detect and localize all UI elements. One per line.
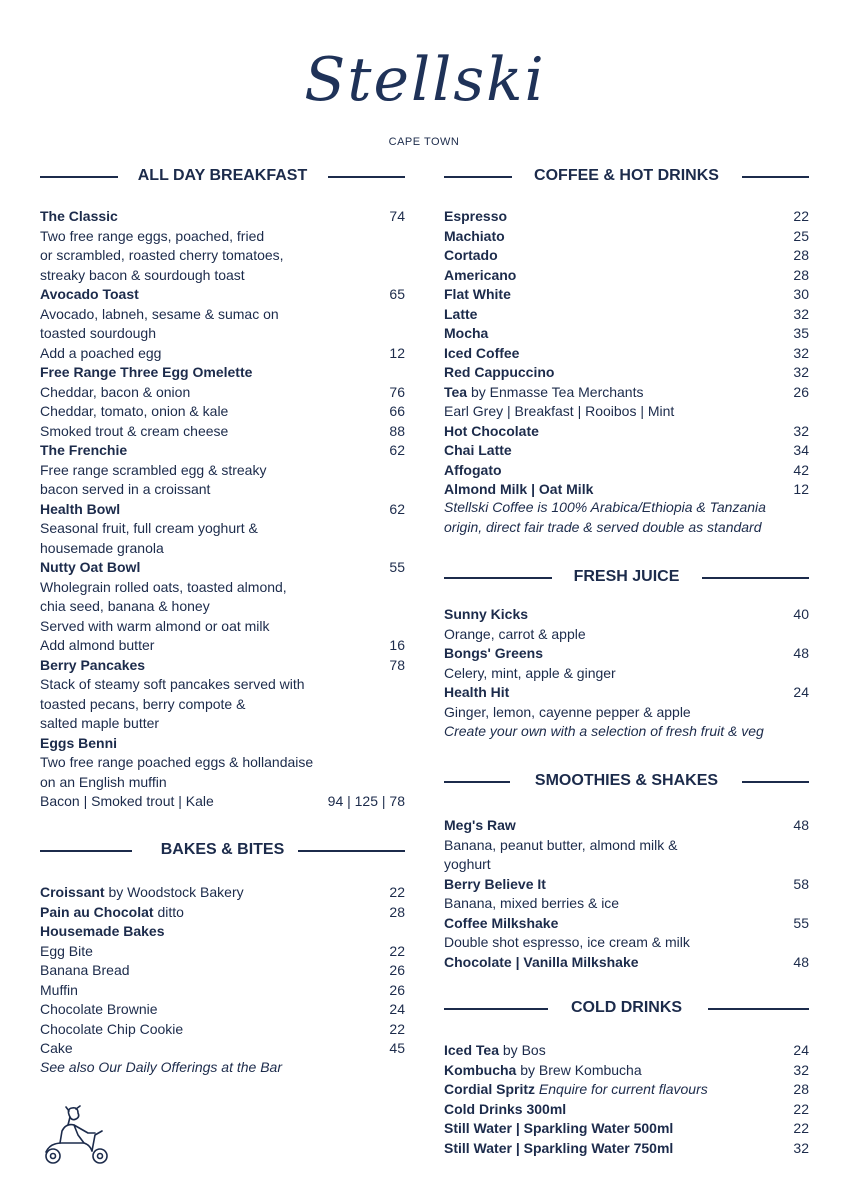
item-price: 65 [389, 286, 405, 302]
juice-note: Create your own with a selection of fresh fruit & veg [444, 723, 764, 739]
scooter-dog-illustration [40, 1105, 112, 1167]
item-name: Still Water | Sparkling Water 500ml [444, 1120, 674, 1136]
item-description: by Brew Kombucha [516, 1061, 642, 1078]
item-price: 66 [389, 403, 405, 419]
menu-item [444, 683, 809, 703]
menu-item [40, 363, 405, 383]
coffee-note-1: Stellski Coffee is 100% Arabica/Ethiopia & Tanzania [444, 499, 766, 515]
menu-item [444, 344, 809, 364]
menu-item [40, 324, 405, 344]
menu-item [444, 285, 809, 305]
logo-wordmark: Stellski [304, 45, 546, 115]
menu-item [40, 675, 405, 695]
menu-item [444, 363, 809, 383]
menu-item [40, 1039, 405, 1059]
item-description: Chocolate Brownie [40, 1001, 158, 1017]
menu-item [444, 1119, 809, 1139]
item-name: Hot Chocolate [444, 422, 539, 439]
item-name: Kombucha [444, 1061, 517, 1078]
menu-item [40, 402, 405, 422]
item-description: Cheddar, tomato, onion & kale [40, 403, 229, 419]
menu-item [444, 480, 809, 500]
menu-item [444, 703, 809, 723]
item-description: Earl Grey | Breakfast | Rooibos | Mint [444, 403, 675, 419]
item-name: The Frenchie [40, 442, 128, 458]
menu-item [40, 519, 405, 539]
menu-item [444, 402, 809, 422]
menu-item [40, 539, 405, 559]
item-price: 22 [389, 942, 405, 959]
item-description: Add almond butter [40, 637, 155, 653]
item-price: 30 [793, 286, 809, 302]
item-name: Almond Milk | Oat Milk [444, 481, 594, 497]
item-price: 32 [793, 1061, 809, 1078]
menu-item [444, 644, 809, 664]
menu-item [444, 836, 809, 856]
menu-item [444, 441, 809, 461]
item-price: 45 [389, 1040, 405, 1056]
menu-item [444, 266, 809, 286]
menu-item [40, 461, 405, 481]
menu-item [40, 753, 405, 773]
item-price: 32 [793, 422, 809, 439]
item-price: 22 [793, 1100, 809, 1117]
menu-item [444, 894, 809, 914]
item-description: Enquire for current flavours [535, 1081, 708, 1097]
item-name: Sunny Kicks [444, 606, 529, 622]
menu-item [40, 422, 405, 442]
item-description: salted maple butter [40, 715, 160, 731]
item-description: chia seed, banana & honey [40, 598, 210, 614]
item-description: on an English muffin [40, 773, 167, 790]
item-price: 76 [389, 383, 405, 400]
menu-item [40, 961, 405, 981]
item-name: Machiato [444, 227, 505, 244]
item-price: 48 [793, 953, 809, 970]
section-title: BAKES & BITES [149, 841, 297, 858]
menu-item [444, 953, 809, 973]
menu-item [40, 344, 405, 364]
item-name: Espresso [444, 208, 508, 224]
item-price: 28 [793, 247, 809, 263]
menu-item [444, 625, 809, 645]
item-description: Free range scrambled egg & streaky [40, 461, 267, 478]
menu-item [40, 597, 405, 617]
item-price: 34 [793, 442, 809, 458]
menu-item [40, 773, 405, 793]
item-name: Affogato [444, 461, 502, 478]
item-price: 22 [389, 884, 405, 900]
item-name: Still Water | Sparkling Water 750ml [444, 1139, 674, 1156]
menu-item [444, 914, 809, 934]
item-description: yoghurt [444, 856, 491, 872]
item-price: 62 [389, 500, 405, 517]
menu-item [40, 500, 405, 520]
menu-item [444, 1041, 809, 1061]
item-price: 74 [389, 208, 405, 224]
menu-item [444, 1100, 809, 1120]
item-name: Chocolate | Vanilla Milkshake [444, 953, 639, 970]
menu-item [40, 266, 405, 286]
item-description: Muffin [40, 981, 78, 998]
item-name: Housemade Bakes [40, 923, 165, 939]
menu-item [40, 480, 405, 500]
item-price: 28 [793, 1081, 809, 1097]
menu-item [444, 816, 809, 836]
city-label: CAPE TOWN [388, 136, 460, 148]
item-description: Add a poached egg [40, 344, 162, 361]
menu-item [40, 285, 405, 305]
menu-item [444, 1080, 809, 1100]
item-price: 24 [793, 684, 809, 700]
item-description: bacon served in a croissant [40, 481, 211, 497]
item-description: Served with warm almond or oat milk [40, 617, 270, 634]
item-description: Ginger, lemon, cayenne pepper & apple [444, 703, 691, 720]
item-name: Chai Latte [444, 442, 512, 458]
item-description: Banana, mixed berries & ice [444, 895, 620, 911]
section-header-coffee [444, 165, 809, 187]
item-name: Red Cappuccino [444, 364, 555, 380]
item-name: Berry Believe It [444, 875, 546, 892]
menu-item [444, 246, 809, 266]
menu-item [444, 664, 809, 684]
item-description: Bacon | Smoked trout | Kale [40, 793, 214, 809]
item-description: toasted pecans, berry compote & [40, 695, 246, 712]
menu-item [40, 383, 405, 403]
item-description: housemade granola [40, 539, 164, 556]
item-price: 62 [389, 442, 405, 458]
menu-item [40, 883, 405, 903]
item-price: 26 [793, 383, 809, 400]
item-description: Cheddar, bacon & onion [40, 383, 191, 400]
menu-item [40, 903, 405, 923]
item-description: Orange, carrot & apple [444, 625, 586, 642]
item-price: 32 [793, 1139, 809, 1156]
section-header-bakes [40, 839, 405, 861]
item-price: 32 [793, 364, 809, 380]
menu-item [444, 855, 809, 875]
item-price: 25 [793, 227, 809, 244]
menu-item [40, 734, 405, 754]
item-description: Stack of steamy soft pancakes served with [40, 676, 305, 692]
item-description: Cake [40, 1040, 73, 1056]
menu-item [40, 617, 405, 637]
menu-item [40, 227, 405, 247]
menu-item [40, 578, 405, 598]
item-name: Eggs Benni [40, 734, 118, 751]
menu-item [40, 207, 405, 227]
item-description: Smoked trout & cream cheese [40, 422, 229, 439]
section-title: COLD DRINKS [559, 999, 694, 1016]
menu-item [444, 324, 809, 344]
item-price: 55 [389, 559, 405, 575]
item-description: Double shot espresso, ice cream & milk [444, 934, 690, 950]
item-name: Mocha [444, 325, 489, 341]
item-description: by Enmasse Tea Merchants [467, 383, 644, 400]
section-title: ALL DAY BREAKFAST [126, 167, 320, 184]
item-description: Banana Bread [40, 962, 130, 978]
item-price: 24 [389, 1001, 405, 1017]
item-name: Avocado Toast [40, 286, 139, 302]
item-name: Iced Tea [444, 1042, 499, 1058]
item-price: 78 [389, 656, 405, 673]
item-price: 94 | 125 | 78 [327, 793, 405, 809]
section-title: COFFEE & HOT DRINKS [522, 167, 731, 184]
menu-item [444, 875, 809, 895]
menu-item [444, 1139, 809, 1159]
menu-item [40, 558, 405, 578]
item-description: by Bos [499, 1042, 546, 1058]
menu-item [40, 922, 405, 942]
menu-item [40, 714, 405, 734]
item-description: Two free range poached eggs & hollandaise [40, 754, 314, 770]
item-name: Iced Coffee [444, 344, 520, 361]
item-description: toasted sourdough [40, 325, 156, 341]
menu-item [40, 305, 405, 325]
item-name: Meg's Raw [444, 817, 516, 833]
item-name: Latte [444, 305, 478, 322]
item-description: Chocolate Chip Cookie [40, 1020, 184, 1037]
item-name: Free Range Three Egg Omelette [40, 364, 253, 380]
menu-item [444, 227, 809, 247]
menu-item [444, 422, 809, 442]
item-price: 22 [793, 1120, 809, 1136]
menu-item [40, 636, 405, 656]
stellski-logo [290, 38, 560, 123]
item-name: Tea [444, 383, 468, 400]
menu-item [40, 981, 405, 1001]
item-description: Wholegrain rolled oats, toasted almond, [40, 578, 287, 595]
section-title: SMOOTHIES & SHAKES [523, 772, 730, 789]
menu-item [40, 695, 405, 715]
item-name: Croissant [40, 884, 105, 900]
menu-item [40, 1020, 405, 1040]
item-price: 28 [793, 266, 809, 283]
item-description: Egg Bite [40, 942, 93, 959]
item-description: or scrambled, roasted cherry tomatoes, [40, 247, 284, 263]
bakes-note: See also Our Daily Offerings at the Bar [40, 1059, 282, 1075]
menu-item [40, 656, 405, 676]
item-name: Health Bowl [40, 500, 121, 517]
section-header-breakfast [40, 165, 405, 187]
coffee-note-2: origin, direct fair trade & served double as standard [444, 519, 762, 535]
item-name: Flat White [444, 286, 511, 302]
section-header-cold [444, 997, 809, 1019]
item-price: 22 [389, 1020, 405, 1037]
item-description: Banana, peanut butter, almond milk & [444, 836, 678, 853]
menu-item [40, 942, 405, 962]
item-price: 28 [389, 903, 405, 920]
item-name: Nutty Oat Bowl [40, 559, 141, 575]
item-description: Avocado, labneh, sesame & sumac on [40, 305, 279, 322]
item-price: 12 [793, 481, 809, 497]
item-price: 55 [793, 914, 809, 931]
item-price: 32 [793, 305, 809, 322]
item-name: Cortado [444, 247, 498, 263]
item-description: Two free range eggs, poached, fried [40, 227, 265, 244]
menu-item [444, 461, 809, 481]
item-description: ditto [153, 903, 184, 920]
item-price: 26 [389, 962, 405, 978]
item-price: 24 [793, 1042, 809, 1058]
section-title: FRESH JUICE [562, 568, 692, 585]
menu-item [444, 305, 809, 325]
item-name: Pain au Chocolat [40, 903, 154, 920]
item-name: Americano [444, 266, 517, 283]
item-description: Seasonal fruit, full cream yoghurt & [40, 520, 258, 536]
menu-item [444, 933, 809, 953]
item-price: 88 [389, 422, 405, 439]
item-name: Berry Pancakes [40, 656, 146, 673]
item-price: 22 [793, 208, 809, 224]
menu-item [444, 383, 809, 403]
item-price: 16 [389, 637, 405, 653]
item-price: 48 [793, 645, 809, 661]
menu-item [444, 605, 809, 625]
item-price: 42 [793, 461, 809, 478]
section-header-smoothies [444, 770, 809, 792]
item-name: Health Hit [444, 684, 510, 700]
item-price: 12 [389, 344, 405, 361]
item-name: Cordial Spritz [444, 1081, 536, 1097]
item-name: The Classic [40, 208, 118, 224]
item-name: Coffee Milkshake [444, 914, 559, 931]
item-price: 48 [793, 817, 809, 833]
section-header-juice [444, 566, 809, 588]
menu-item [444, 207, 809, 227]
menu-item [40, 792, 405, 812]
menu-item [40, 246, 405, 266]
menu-item [40, 441, 405, 461]
item-price: 26 [389, 981, 405, 998]
item-price: 58 [793, 875, 809, 892]
item-name: Bongs' Greens [444, 645, 544, 661]
item-description: by Woodstock Bakery [104, 884, 244, 900]
menu-item [444, 1061, 809, 1081]
menu-item [40, 1000, 405, 1020]
item-description: Celery, mint, apple & ginger [444, 664, 616, 681]
item-price: 32 [793, 344, 809, 361]
item-description: streaky bacon & sourdough toast [40, 266, 245, 283]
item-price: 35 [793, 325, 809, 341]
item-name: Cold Drinks 300ml [444, 1100, 567, 1117]
item-price: 40 [793, 606, 809, 622]
